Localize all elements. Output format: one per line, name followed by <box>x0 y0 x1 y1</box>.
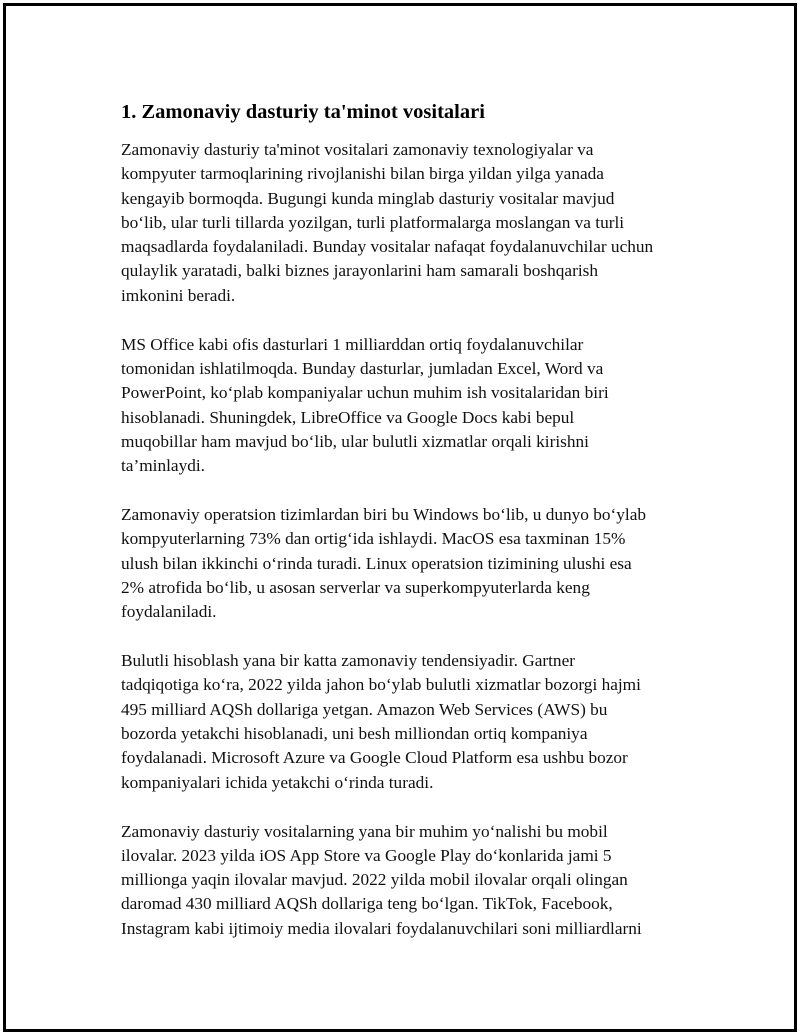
paragraph-line: maqsadlarda foydalaniladi. Bunday vositalar nafaqat foydalanuvchilar uchun <box>121 237 654 257</box>
paragraph-line: bozorda yetakchi hisoblanadi, uni besh milliondan ortiq kompaniya <box>121 724 588 744</box>
paragraph-line: 495 milliard AQSh dollariga yetgan. Amazon Web Services (AWS) bu <box>121 699 608 719</box>
paragraph-line: Zamonaviy operatsion tizimlardan biri bu Windows bo‘lib, u dunyo bo‘ylab <box>121 505 647 525</box>
paragraph-line: kengayib bormoqda. Bugungi kunda minglab dasturiy vositalar mavjud <box>121 188 615 208</box>
section-heading: 1. Zamonaviy dasturiy ta'minot vositalari <box>121 101 485 123</box>
paragraph-line: muqobillar ham mavjud bo‘lib, ular bulutli xizmatlar orqali kirishni <box>121 431 589 451</box>
paragraph-3 <box>121 503 701 624</box>
paragraph-line: daromad 430 milliard AQSh dollariga teng bo‘lgan. TikTok, Facebook, <box>121 894 613 914</box>
paragraph-line: imkonini beradi. <box>121 285 236 305</box>
paragraph-line: kompyuter tarmoqlarining rivojlanishi bilan birga yildan yilga yanada <box>121 164 604 184</box>
paragraph-line: foydalanadi. Microsoft Azure va Google Cloud Platform esa ushbu bozor <box>121 748 628 768</box>
paragraph-2 <box>121 333 701 479</box>
paragraph-line: PowerPoint, ko‘plab kompaniyalar uchun muhim ish vositalaridan biri <box>121 383 609 403</box>
paragraph-line: qulaylik yaratadi, balki biznes jarayonlarini ham samarali boshqarish <box>121 261 599 281</box>
paragraph-line: tadqiqotiga ko‘ra, 2022 yilda jahon bo‘ylab bulutli xizmatlar bozorgi hajmi <box>121 675 641 695</box>
paragraph-line: foydalaniladi. <box>121 602 217 622</box>
paragraph-line: millionga yaqin ilovalar mavjud. 2022 yilda mobil ilovalar orqali olingan <box>121 870 628 890</box>
paragraph-line: Instagram kabi ijtimoiy media ilovalari foydalanuvchilari soni milliardlarni <box>121 918 642 938</box>
paragraph-line: Bulutli hisoblash yana bir katta zamonaviy tendensiyadir. Gartner <box>121 651 575 671</box>
paragraph-line: ilovalar. 2023 yilda iOS App Store va Google Play do‘konlarida jami 5 <box>121 845 612 865</box>
page-frame <box>3 3 797 1032</box>
paragraph-line: 2% atrofida bo‘lib, u asosan serverlar va superkompyuterlarda keng <box>121 577 590 597</box>
paragraph-line: ta’minlaydi. <box>121 456 205 476</box>
paragraph-line: ulush bilan ikkinchi o‘rinda turadi. Linux operatsion tizimining ulushi esa <box>121 553 632 573</box>
paragraph-5 <box>121 820 701 941</box>
paragraph-line: MS Office kabi ofis dasturlari 1 milliarddan ortiq foydalanuvchilar <box>121 334 584 354</box>
paragraph-line: Zamonaviy dasturiy ta'minot vositalari zamonaviy texnologiyalar va <box>121 140 594 159</box>
paragraph-line: kompyuterlarning 73% dan ortig‘ida ishlaydi. MacOS esa taxminan 15% <box>121 529 626 549</box>
paragraph-4 <box>121 649 701 795</box>
paragraph-1 <box>121 138 701 308</box>
document-body <box>121 98 701 966</box>
paragraph-line: Zamonaviy dasturiy vositalarning yana bir muhim yo‘nalishi bu mobil <box>121 821 608 841</box>
paragraph-line: tomonidan ishlatilmoqda. Bunday dasturlar, jumladan Excel, Word va <box>121 358 604 378</box>
paragraph-line: hisoblanadi. Shuningdek, LibreOffice va Google Docs kabi bepul <box>121 407 575 427</box>
paragraph-line: kompaniyalari ichida yetakchi o‘rinda turadi. <box>121 772 434 792</box>
paragraph-line: bo‘lib, ular turli tillarda yozilgan, turli platformalarga moslangan va turli <box>121 212 625 232</box>
